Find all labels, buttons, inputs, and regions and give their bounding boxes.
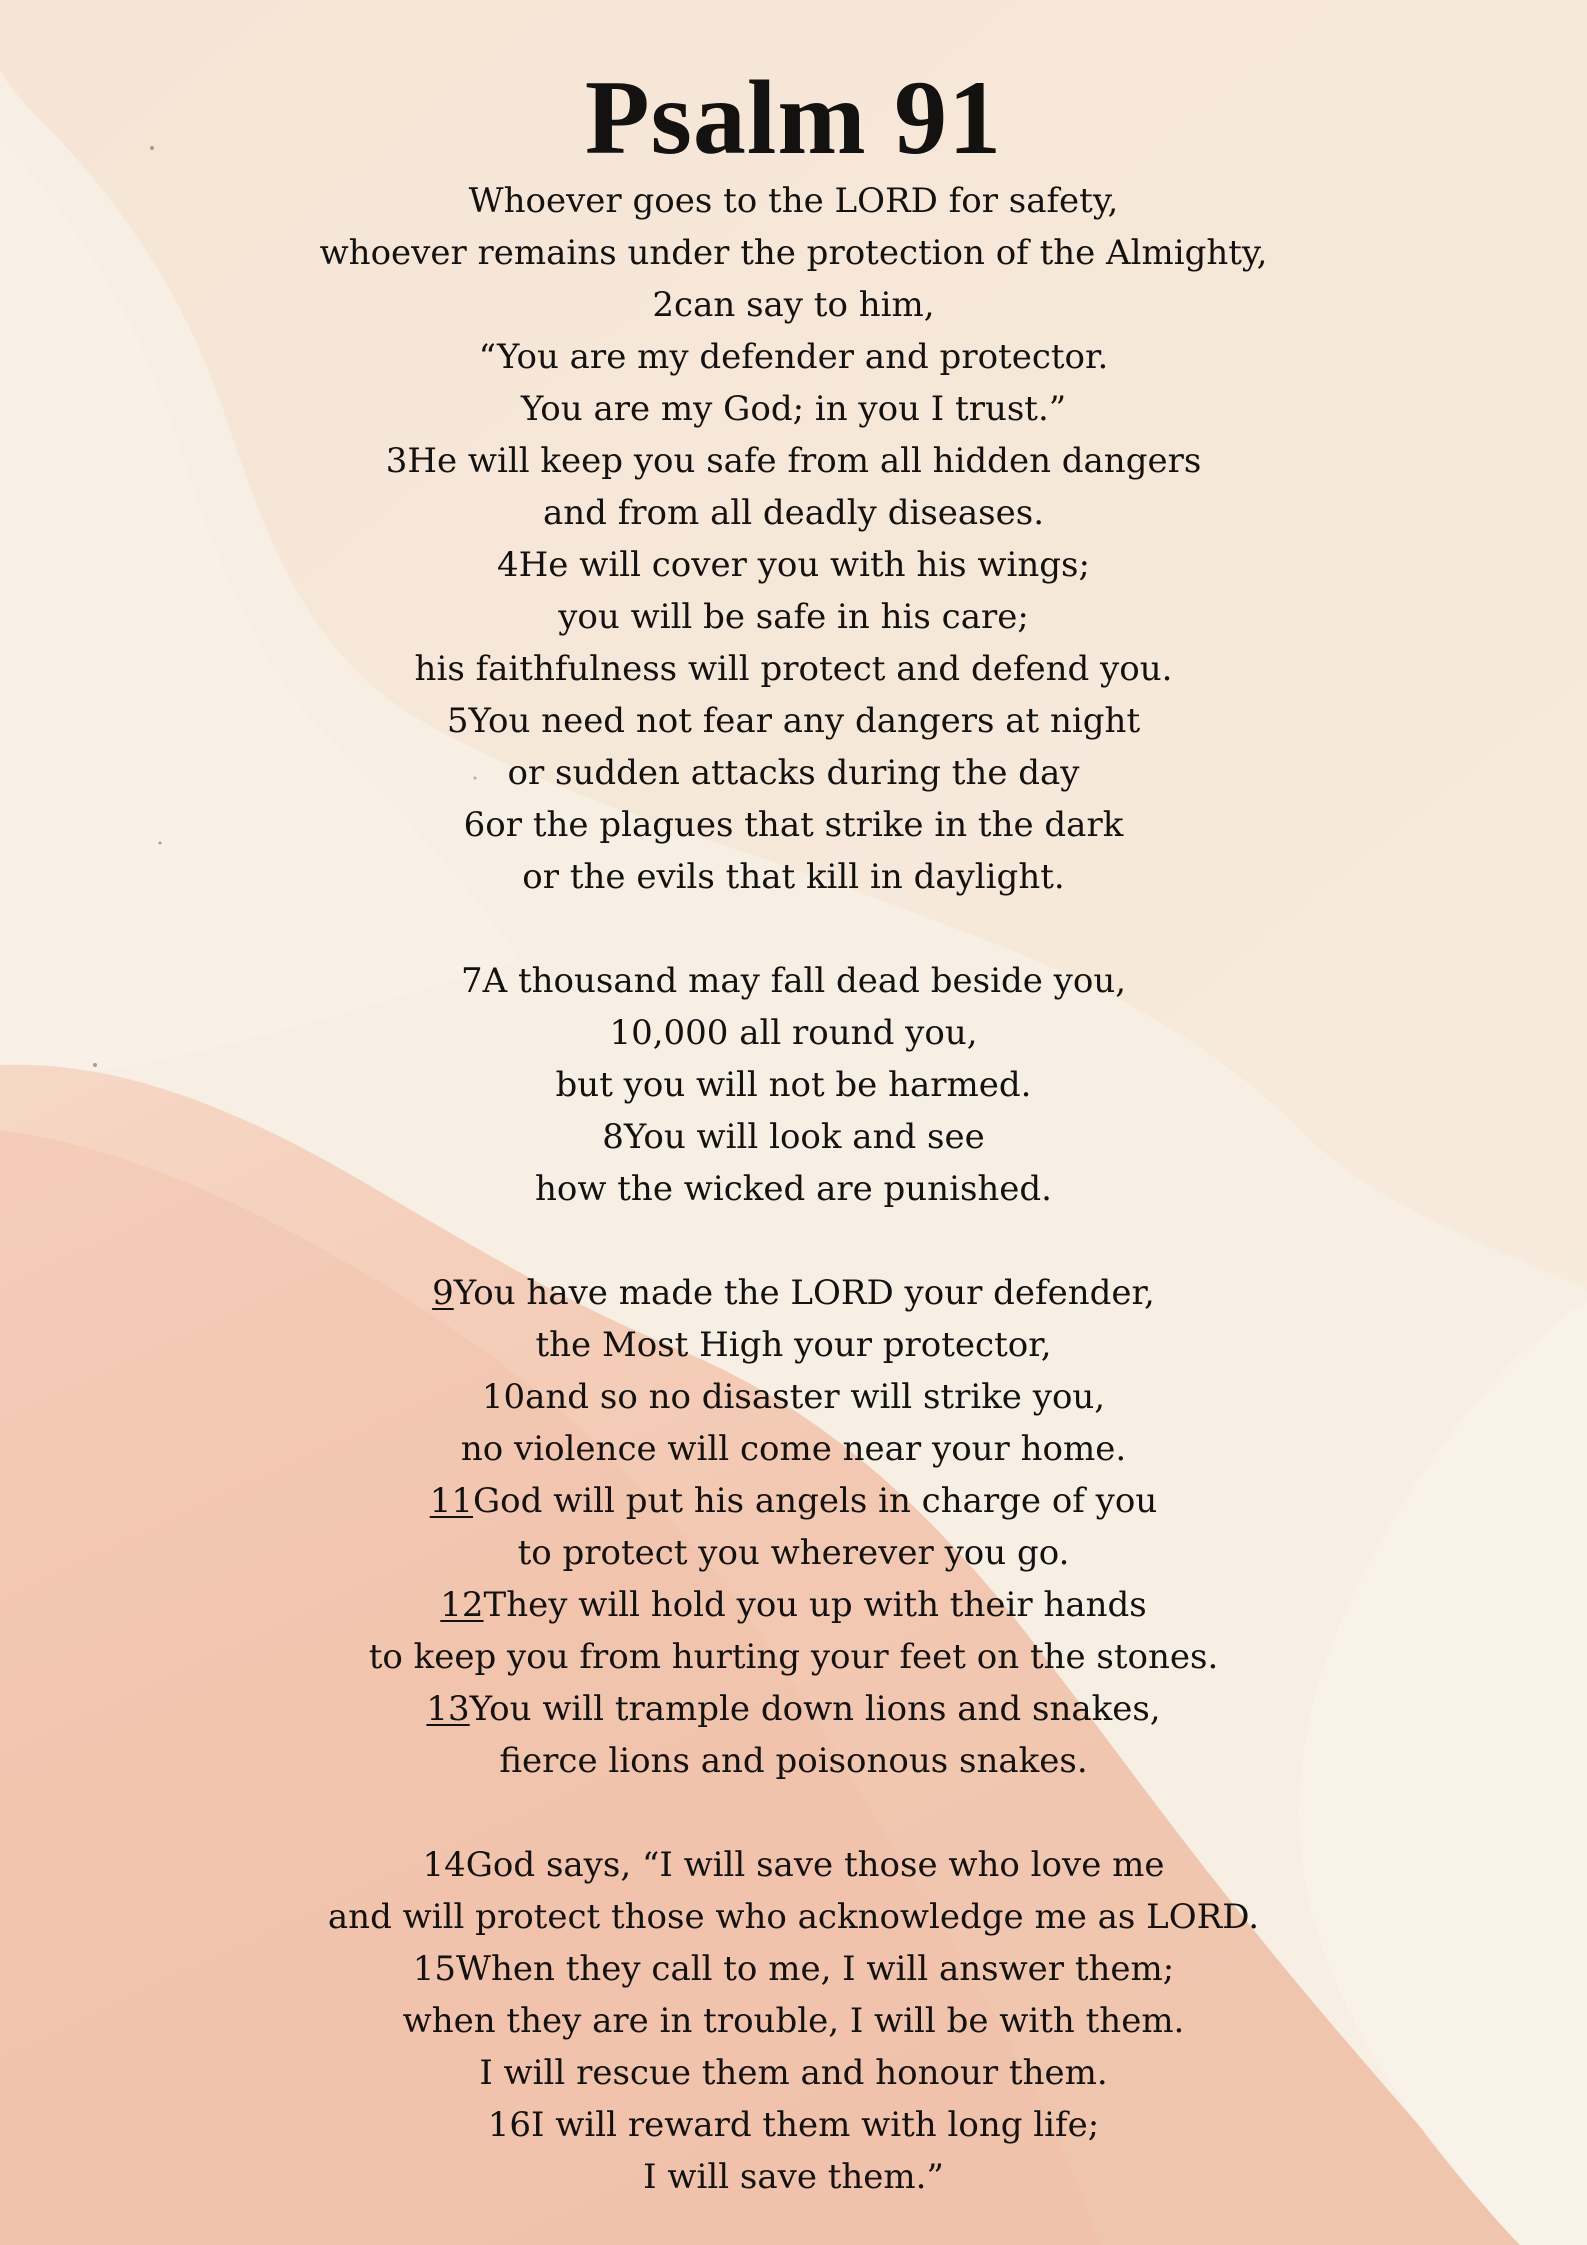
stanza-line: whoever remains under the protection of the Almighty,	[319, 233, 1268, 273]
stanza-line: fierce lions and poisonous snakes.	[499, 1741, 1088, 1781]
stanza-break	[0, 1787, 1587, 1839]
stanza-line: and will protect those who acknowledge me as LORD.	[327, 1897, 1260, 1937]
psalm-text	[0, 175, 1587, 2203]
stanza-line: or the evils that kill in daylight.	[522, 857, 1065, 897]
verse-number: 12	[440, 1585, 484, 1625]
verse-number: 9	[432, 1273, 454, 1313]
stanza-line: 3He will keep you safe from all hidden dangers	[385, 441, 1202, 481]
stanza-line: 5You need not fear any dangers at night	[446, 701, 1141, 741]
verse-text: They will hold you up with their hands	[483, 1585, 1147, 1625]
stanza-line: 7A thousand may fall dead beside you,	[460, 961, 1127, 1001]
stanza-line: 2can say to him,	[652, 285, 935, 325]
stanza-line: 8You will look and see	[602, 1117, 985, 1157]
page-title: Psalm 91	[584, 59, 1003, 176]
stanza-line: 6or the plagues that strike in the dark	[463, 805, 1124, 845]
stanza-line: 14God says, “I will save those who love me	[422, 1845, 1165, 1885]
stanza-line: and from all deadly diseases.	[542, 493, 1045, 533]
stanza-line: his faithfulness will protect and defend you.	[414, 649, 1173, 689]
stanza-line	[0, 1683, 1587, 1735]
verse-number: 13	[426, 1689, 470, 1729]
stanza-line	[0, 1267, 1587, 1319]
stanza-line: 16I will reward them with long life;	[487, 2105, 1100, 2145]
stanza-line	[0, 1579, 1587, 1631]
stanza-line: to keep you from hurting your feet on the stones.	[368, 1637, 1219, 1677]
stanza-line: “You are my defender and protector.	[478, 337, 1109, 377]
stanza-line: 4He will cover you with his wings;	[497, 545, 1090, 585]
stanza-line: or sudden attacks during the day	[507, 753, 1080, 793]
stanza-line: how the wicked are punished.	[534, 1169, 1052, 1209]
stanza-line: Whoever goes to the LORD for safety,	[468, 181, 1119, 221]
stanza-line: to protect you wherever you go.	[517, 1533, 1070, 1573]
stanza-break	[0, 1215, 1587, 1267]
stanza-line: You are my God; in you I trust.”	[520, 389, 1067, 429]
verse-text: You have made the LORD your defender,	[453, 1273, 1155, 1313]
stanza-line: I will save them.”	[643, 2157, 944, 2197]
verse-number: 11	[429, 1481, 473, 1521]
stanza-line: 10,000 all round you,	[609, 1013, 978, 1053]
stanza-line: but you will not be harmed.	[555, 1065, 1032, 1105]
stanza-line: I will rescue them and honour them.	[479, 2053, 1108, 2093]
stanza-line: 10and so no disaster will strike you,	[481, 1377, 1106, 1417]
stanza-line: when they are in trouble, I will be with them.	[402, 2001, 1185, 2041]
stanza-line	[0, 1475, 1587, 1527]
stanza-line: no violence will come near your home.	[460, 1429, 1127, 1469]
stanza-line: 15When they call to me, I will answer them;	[412, 1949, 1175, 1989]
stanza-line: you will be safe in his care;	[558, 597, 1029, 637]
verse-text: You will trample down lions and snakes,	[469, 1689, 1161, 1729]
stanza-line: the Most High your protector,	[535, 1325, 1052, 1365]
stanza-break	[0, 903, 1587, 955]
verse-text: God will put his angels in charge of you	[473, 1481, 1158, 1521]
